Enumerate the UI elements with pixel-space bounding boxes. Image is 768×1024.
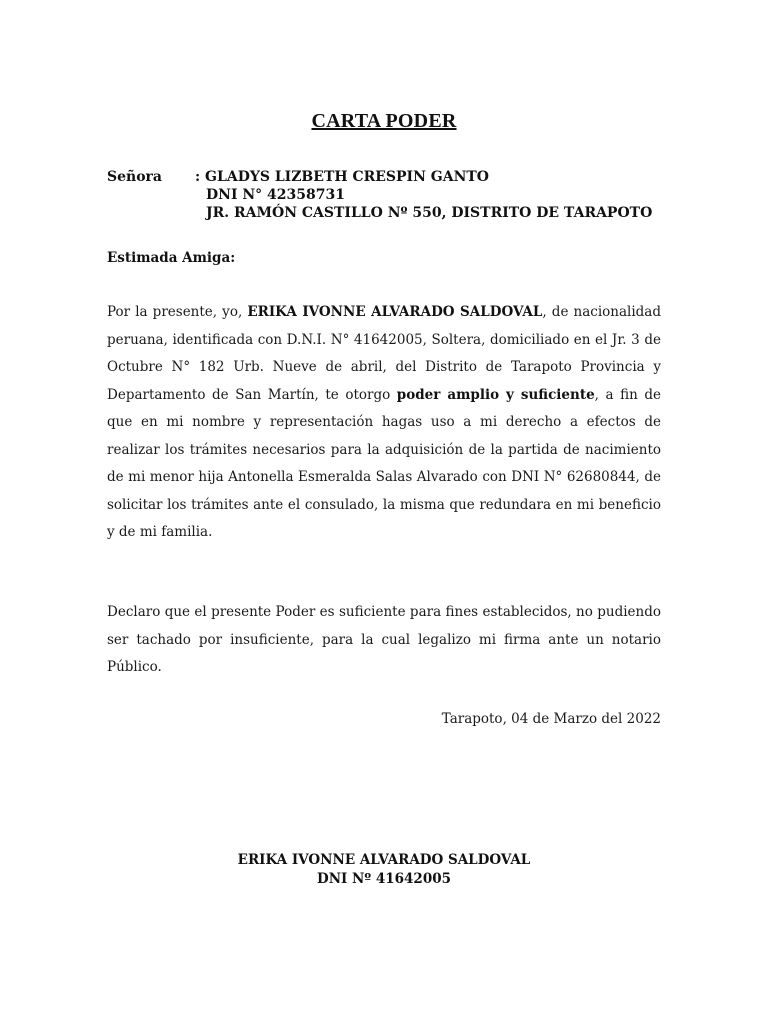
addressee-label: Señora xyxy=(107,169,162,185)
signature-name: ERIKA IVONNE ALVARADO SALDOVAL xyxy=(237,852,531,868)
salutation: Estimada Amiga: xyxy=(107,250,236,266)
paragraph-1-text-a: Por la presente, yo, xyxy=(107,304,248,320)
grantor-name: ERIKA IVONNE ALVARADO SALDOVAL xyxy=(247,304,543,320)
signature-block xyxy=(0,851,768,889)
paragraph-1-text-c: , a fin de que en mi nombre y representación hagas uso a mi derecho a efectos de realizar los trámites necesarios para la adquisición de la partida de nacimiento de mi menor hija Antonella Esmeralda Salas Alvarado con DNI N° 62680844, de solicitar los trámites ante el consulado, la misma que redundara en mi beneficio y de mi familia. xyxy=(107,386,661,540)
body-paragraph-2: Declaro que el presente Poder es suficiente para fines establecidos, no pudiendo ser tachado por insuficiente, para la cual legalizo mi firma ante un notario Público. xyxy=(107,604,661,675)
power-text: poder amplio y suficiente xyxy=(396,386,595,403)
document-date: Tarapoto, 04 de Marzo del 2022 xyxy=(441,711,661,727)
addressee-address: JR. RAMÓN CASTILLO Nº 550, DISTRITO DE TARAPOTO xyxy=(206,205,653,221)
addressee-dni: DNI N° 42358731 xyxy=(206,187,345,203)
body-paragraph-1 xyxy=(107,299,661,547)
signature-dni: DNI Nº 41642005 xyxy=(317,871,451,887)
document-title: CARTA PODER xyxy=(311,110,457,132)
addressee-details xyxy=(195,168,652,222)
paragraph-1-text-b: , de nacionalidad peruana, identificada con D.N.I. N° 41642005, Soltera, domiciliado en el Jr. 3 de Octubre N° 182 Urb. Nueve de abril, del Distrito de Tarapoto Provincia y Departamento de San Martín, te otorgo xyxy=(107,304,661,403)
addressee-name: : GLADYS LIZBETH CRESPIN GANTO xyxy=(195,169,489,185)
